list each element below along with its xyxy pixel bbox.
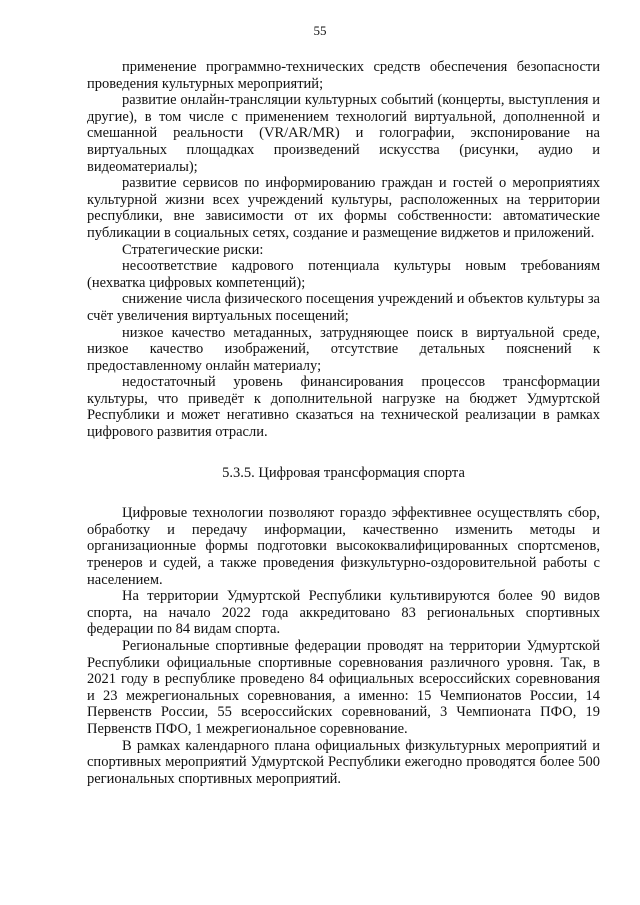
page-number: 55 <box>313 23 327 38</box>
paragraph: несоответствие кадрового потенциала культуры новым требованиям (нехватка цифровых компетенций); <box>87 258 600 291</box>
paragraph: развитие онлайн-трансляции культурных событий (концерты, выступления и другие), в том числе с применением технологий виртуальной, дополненной и смешанной реальности (VR/AR/MR) и голографии, экспонирование на виртуальных площадках произведений искусства (рисунки, аудио и видеоматериалы); <box>87 92 600 175</box>
paragraph: В рамках календарного плана официальных физкультурных мероприятий и спортивных мероприятий Удмуртской Республики ежегодно проводятся более 500 региональных спортивных мероприятий. <box>87 737 600 787</box>
paragraph: развитие сервисов по информированию граждан и гостей о мероприятиях культурной жизни всех учреждений культуры, расположенных на территории республики, вне зависимости от их формы собственности: автоматические публикации в социальных сетях, создание и размещение виджетов и приложений. <box>87 175 600 241</box>
paragraph: низкое качество метаданных, затрудняющее поиск в виртуальной среде, низкое качество изображений, отсутствие детальных пояснений к предоставленному онлайн материалу; <box>87 324 600 374</box>
paragraph: Региональные спортивные федерации проводят на территории Удмуртской Республики официальные спортивные соревнования различного уровня. Так, в 2021 году в республике проведено 84 официальных всероссийских соревнования и 23 межрегиональных соревнования, а именно: 15 Чемпионатов России, 14 Первенств России, 55 всероссийских соревнований, 3 Чемпионата ПФО, 19 Первенств ПФО, 1 межрегиональное соревнование. <box>87 638 600 737</box>
paragraph: снижение числа физического посещения учреждений и объектов культуры за счёт увеличения виртуальных посещений; <box>87 291 600 324</box>
page-body <box>87 59 600 787</box>
paragraph: недостаточный уровень финансирования процессов трансформации культуры, что приведёт к дополнительной нагрузке на бюджет Удмуртской Республики и может негативно сказаться на технической реализации в рамках цифрового развития отрасли. <box>87 374 600 441</box>
paragraph: Цифровые технологии позволяют гораздо эффективнее осуществлять сбор, обработку и передачу информации, качественно изменить методы и организационные формы подготовки высококвалифицированных спортсменов, тренеров и судей, а также проведения физкультурно-оздоровительной работы с населением. <box>87 505 600 588</box>
paragraph: Стратегические риски: <box>122 241 264 258</box>
section-heading: 5.3.5. Цифровая трансформация спорта <box>222 464 465 481</box>
paragraph: На территории Удмуртской Республики культивируются более 90 видов спорта, на начало 2022 года аккредитовано 83 региональных спортивных федерации по 84 видам спорта. <box>87 588 600 638</box>
paragraph: применение программно-технических средств обеспечения безопасности проведения культурных мероприятий; <box>87 59 600 92</box>
